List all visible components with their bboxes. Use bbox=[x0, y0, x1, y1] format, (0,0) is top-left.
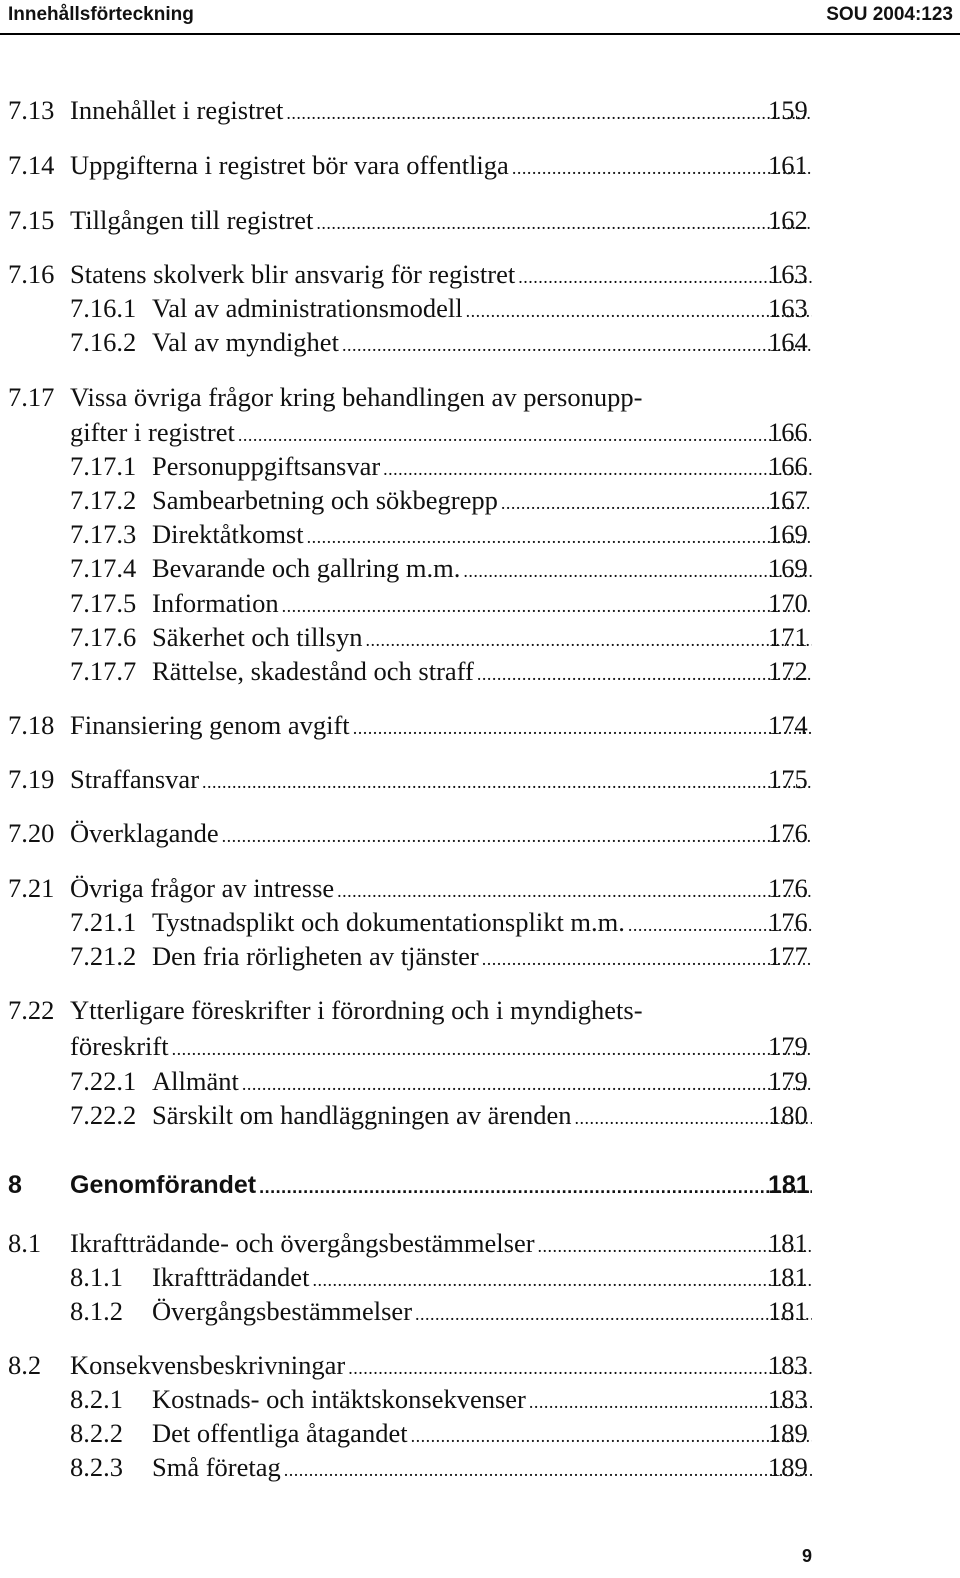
dot-leader bbox=[342, 328, 812, 362]
toc-entry-title: Allmänt bbox=[152, 1066, 239, 1096]
header-document-id: SOU 2004:123 bbox=[826, 4, 953, 25]
dot-leader bbox=[316, 206, 812, 240]
dot-leader bbox=[415, 1297, 812, 1331]
toc-entry-page: 162 bbox=[768, 205, 808, 235]
toc-entry-number: 7.15 bbox=[8, 205, 55, 235]
toc-entry-title-line bbox=[152, 1416, 812, 1453]
toc-section-entry[interactable] bbox=[0, 93, 960, 127]
toc-entry-title-line bbox=[152, 1260, 812, 1297]
dot-leader bbox=[383, 452, 812, 486]
dot-leader bbox=[202, 765, 812, 799]
toc-entry-number: 7.19 bbox=[8, 764, 55, 794]
toc-entry-title: Ytterligare föreskrifter i förordning och i myndighets- bbox=[70, 995, 643, 1025]
toc-entry-page: 183 bbox=[768, 1350, 808, 1380]
toc-entry-page: 163 bbox=[768, 259, 808, 289]
toc-entry-title-line bbox=[70, 1029, 812, 1066]
toc-entry-title-line bbox=[152, 1294, 812, 1331]
toc-entry-title: Tystnadsplikt och dokumentationsplikt m.m. bbox=[152, 907, 625, 937]
dot-leader bbox=[282, 589, 812, 623]
toc-entry-number: 8.1.1 bbox=[70, 1262, 123, 1292]
dot-leader bbox=[348, 1351, 812, 1385]
toc-entry-page: 189 bbox=[768, 1418, 808, 1448]
toc-entry-page: 189 bbox=[768, 1452, 808, 1482]
toc-entry-title-line bbox=[152, 449, 812, 486]
toc-section-entry[interactable] bbox=[0, 257, 960, 291]
toc-entry-title: Vissa övriga frågor kring behandlingen av personupp- bbox=[70, 382, 643, 412]
toc-entry-title-line bbox=[152, 483, 812, 520]
toc-entry-title: gifter i registret bbox=[70, 417, 235, 447]
toc-entry-number: 7.17 bbox=[8, 382, 55, 412]
header-section-title: Innehållsförteckning bbox=[8, 4, 194, 25]
toc-entry-title-line bbox=[152, 1064, 812, 1101]
toc-entry-title-line bbox=[70, 415, 812, 452]
toc-entry-number: 7.22 bbox=[8, 995, 55, 1025]
toc-entry-number: 7.22.2 bbox=[70, 1100, 137, 1130]
toc-subsection-entry[interactable] bbox=[0, 1064, 960, 1098]
toc-entry-number: 8.2.2 bbox=[70, 1418, 123, 1448]
toc-entry-page: 163 bbox=[768, 293, 808, 323]
toc-entry-page: 172 bbox=[768, 656, 808, 686]
dot-leader bbox=[242, 1067, 812, 1101]
toc-entry-title: Bevarande och gallring m.m. bbox=[152, 553, 461, 583]
toc-entry-title-line bbox=[152, 586, 812, 623]
dot-leader bbox=[284, 1453, 812, 1487]
toc-subsection-entry[interactable] bbox=[0, 1416, 960, 1450]
toc-chapter-entry[interactable] bbox=[0, 1168, 960, 1202]
toc-entry-number: 7.17.5 bbox=[70, 588, 137, 618]
toc-entry-title-line bbox=[70, 380, 812, 414]
toc-section-entry[interactable] bbox=[0, 148, 960, 182]
toc-subsection-entry[interactable] bbox=[0, 1382, 960, 1416]
toc-entry-title-line bbox=[70, 93, 812, 130]
toc-entry-page: 181 bbox=[768, 1171, 810, 1199]
toc-section-entry[interactable] bbox=[0, 1029, 960, 1063]
toc-subsection-entry[interactable] bbox=[0, 291, 960, 325]
toc-section-entry[interactable] bbox=[0, 203, 960, 237]
toc-subsection-entry[interactable] bbox=[0, 449, 960, 483]
toc-entry-title: Innehållet i registret bbox=[70, 95, 284, 125]
dot-leader bbox=[512, 151, 812, 185]
toc-section-entry[interactable] bbox=[0, 708, 960, 742]
toc-entry-number: 7.14 bbox=[8, 150, 55, 180]
toc-entry-title-line bbox=[70, 871, 812, 908]
toc-entry-title: Små företag bbox=[152, 1452, 281, 1482]
toc-entry-page: 179 bbox=[768, 1031, 808, 1061]
toc-entry-number: 7.17.4 bbox=[70, 553, 137, 583]
toc-entry-title: Val av administrationsmodell bbox=[152, 293, 463, 323]
toc-entry-page: 169 bbox=[768, 553, 808, 583]
dot-leader bbox=[172, 1032, 812, 1066]
toc-entry-title-line bbox=[152, 291, 812, 328]
toc-entry-title-line bbox=[70, 708, 812, 745]
toc-entry-page: 164 bbox=[768, 327, 808, 357]
toc-entry-page: 161 bbox=[768, 150, 808, 180]
toc-entry-title: Övergångsbestämmelser bbox=[152, 1296, 413, 1326]
toc-entry-page: 174 bbox=[768, 710, 808, 740]
dot-leader bbox=[463, 554, 812, 588]
toc-subsection-entry[interactable] bbox=[0, 905, 960, 939]
toc-subsection-entry[interactable] bbox=[0, 551, 960, 585]
toc-subsection-entry[interactable] bbox=[0, 1260, 960, 1294]
toc-entry-page: 180 bbox=[768, 1100, 808, 1130]
toc-entry-title: Direktåtkomst bbox=[152, 519, 304, 549]
toc-section-entry[interactable] bbox=[0, 1348, 960, 1382]
toc-entry-number: 7.17.2 bbox=[70, 485, 137, 515]
toc-entry-title: Det offentliga åtagandet bbox=[152, 1418, 408, 1448]
toc-entry-title-line bbox=[70, 816, 812, 853]
toc-entry-number: 7.21 bbox=[8, 873, 55, 903]
dot-leader bbox=[337, 874, 812, 908]
toc-entry-number: 8.1 bbox=[8, 1228, 42, 1258]
dot-leader bbox=[307, 520, 812, 554]
toc-entry-title-line bbox=[70, 762, 812, 799]
toc-subsection-entry[interactable] bbox=[0, 517, 960, 551]
toc-section-entry[interactable] bbox=[0, 415, 960, 449]
dot-leader bbox=[482, 942, 812, 976]
toc-entry-number: 8.2.3 bbox=[70, 1452, 123, 1482]
dot-leader bbox=[222, 819, 812, 853]
dot-leader bbox=[286, 96, 812, 130]
toc-entry-page: 175 bbox=[768, 764, 808, 794]
dot-leader bbox=[238, 418, 812, 452]
toc-entry-number: 7.16.2 bbox=[70, 327, 137, 357]
toc-entry-title: Finansiering genom avgift bbox=[70, 710, 350, 740]
toc-entry-title: Genomförandet bbox=[70, 1171, 257, 1199]
toc-entry-page: 176 bbox=[768, 907, 808, 937]
toc-entry-title: Val av myndighet bbox=[152, 327, 339, 357]
toc-entry-title-line bbox=[152, 939, 812, 976]
toc-entry-title-line bbox=[152, 325, 812, 362]
toc-subsection-entry[interactable] bbox=[0, 1098, 960, 1132]
dot-leader bbox=[466, 294, 812, 328]
toc-entry-number: 7.20 bbox=[8, 818, 55, 848]
toc-section-entry[interactable] bbox=[0, 993, 960, 1027]
toc-entry-title-line bbox=[70, 1168, 812, 1204]
toc-entry-page: 171 bbox=[768, 622, 808, 652]
toc-entry-number: 7.17.6 bbox=[70, 622, 137, 652]
toc-entry-page: 176 bbox=[768, 818, 808, 848]
dot-leader bbox=[411, 1419, 812, 1453]
toc-entry-page: 159 bbox=[768, 95, 808, 125]
toc-entry-title: Ikraftträdande- och övergångsbestämmelser bbox=[70, 1228, 535, 1258]
toc-subsection-entry[interactable] bbox=[0, 654, 960, 688]
toc-subsection-entry[interactable] bbox=[0, 325, 960, 359]
dot-leader bbox=[501, 486, 812, 520]
toc-entry-page: 169 bbox=[768, 519, 808, 549]
toc-entry-title: Den fria rörligheten av tjänster bbox=[152, 941, 479, 971]
toc-entry-title: Ikraftträdandet bbox=[152, 1262, 310, 1292]
toc-entry-number: 7.21.1 bbox=[70, 907, 137, 937]
toc-entry-title: Sambearbetning och sökbegrepp bbox=[152, 485, 498, 515]
toc-entry-title-line bbox=[152, 517, 812, 554]
toc-subsection-entry[interactable] bbox=[0, 586, 960, 620]
toc-entry-title-line bbox=[70, 1348, 812, 1385]
toc-section-entry[interactable] bbox=[0, 380, 960, 414]
toc-entry-title: Tillgången till registret bbox=[70, 205, 314, 235]
toc-subsection-entry[interactable] bbox=[0, 483, 960, 517]
dot-leader bbox=[366, 623, 813, 657]
toc-entry-title: Särskilt om handläggningen av ärenden bbox=[152, 1100, 572, 1130]
toc-section-entry[interactable] bbox=[0, 762, 960, 796]
toc-entry-title: Uppgifterna i registret bör vara offentliga bbox=[70, 150, 509, 180]
toc-subsection-entry[interactable] bbox=[0, 939, 960, 973]
toc-entry-title: föreskrift bbox=[70, 1031, 169, 1061]
toc-entry-title-line bbox=[152, 654, 812, 691]
toc-entry-number: 8.1.2 bbox=[70, 1296, 123, 1326]
toc-entry-title-line bbox=[70, 1226, 812, 1263]
toc-entry-title: Personuppgiftsansvar bbox=[152, 451, 381, 481]
toc-entry-number: 7.22.1 bbox=[70, 1066, 137, 1096]
toc-entry-page: 166 bbox=[768, 451, 808, 481]
toc-entry-title: Säkerhet och tillsyn bbox=[152, 622, 363, 652]
toc-entry-number: 7.13 bbox=[8, 95, 55, 125]
toc-section-entry[interactable] bbox=[0, 1226, 960, 1260]
toc-entry-title-line bbox=[70, 257, 812, 294]
toc-entry-title: Övriga frågor av intresse bbox=[70, 873, 335, 903]
toc-subsection-entry[interactable] bbox=[0, 620, 960, 654]
toc-subsection-entry[interactable] bbox=[0, 1294, 960, 1328]
toc-entry-page: 179 bbox=[768, 1066, 808, 1096]
toc-entry-number: 8 bbox=[8, 1171, 22, 1199]
toc-entry-title-line bbox=[70, 148, 812, 185]
toc-section-entry[interactable] bbox=[0, 871, 960, 905]
toc-entry-number: 7.17.7 bbox=[70, 656, 137, 686]
toc-entry-title: Rättelse, skadestånd och straff bbox=[152, 656, 474, 686]
toc-entry-page: 181 bbox=[768, 1228, 808, 1258]
toc-entry-page: 183 bbox=[768, 1384, 808, 1414]
toc-entry-page: 167 bbox=[768, 485, 808, 515]
toc-entry-number: 7.18 bbox=[8, 710, 55, 740]
toc-entry-title-line bbox=[70, 993, 812, 1027]
toc-entry-title-line bbox=[152, 905, 812, 942]
toc-entry-title: Konsekvensbeskrivningar bbox=[70, 1350, 346, 1380]
toc-entry-title: Straffansvar bbox=[70, 764, 200, 794]
toc-entry-page: 181 bbox=[768, 1296, 808, 1326]
toc-entry-number: 7.21.2 bbox=[70, 941, 137, 971]
page-number: 9 bbox=[802, 1546, 813, 1566]
toc-entry-title-line bbox=[152, 1098, 812, 1135]
toc-entry-number: 7.17.3 bbox=[70, 519, 137, 549]
dot-leader bbox=[312, 1263, 812, 1297]
toc-entry-title: Överklagande bbox=[70, 818, 219, 848]
toc-entry-title: Information bbox=[152, 588, 279, 618]
toc-section-entry[interactable] bbox=[0, 816, 960, 850]
toc-entry-title-line bbox=[152, 620, 812, 657]
toc-entry-number: 7.16 bbox=[8, 259, 55, 289]
toc-entry-page: 176 bbox=[768, 873, 808, 903]
toc-entry-title-line bbox=[70, 203, 812, 240]
toc-entry-number: 7.17.1 bbox=[70, 451, 137, 481]
toc-entry-page: 166 bbox=[768, 417, 808, 447]
dot-leader bbox=[259, 1170, 812, 1204]
toc-entry-title: Kostnads- och intäktskonsekvenser bbox=[152, 1384, 526, 1414]
toc-entry-number: 8.2 bbox=[8, 1350, 42, 1380]
toc-entry-number: 8.2.1 bbox=[70, 1384, 123, 1414]
toc-entry-title-line bbox=[152, 551, 812, 588]
toc-entry-title-line bbox=[152, 1450, 812, 1487]
toc-subsection-entry[interactable] bbox=[0, 1450, 960, 1484]
toc-entry-page: 181 bbox=[768, 1262, 808, 1292]
toc-entry-page: 170 bbox=[768, 588, 808, 618]
toc-entry-title: Statens skolverk blir ansvarig för registret bbox=[70, 259, 516, 289]
dot-leader bbox=[477, 657, 812, 691]
toc-entry-number: 7.16.1 bbox=[70, 293, 137, 323]
toc-entry-page: 177 bbox=[768, 941, 808, 971]
toc-entry-title-line bbox=[152, 1382, 812, 1419]
dot-leader bbox=[353, 711, 812, 745]
